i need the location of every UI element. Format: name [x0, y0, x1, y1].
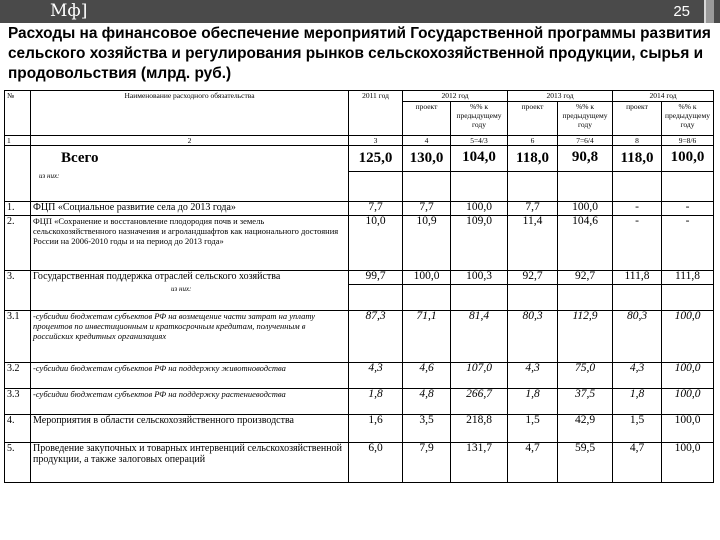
row-value: 107,0	[451, 363, 508, 389]
row-num: 3.3	[5, 389, 31, 415]
colnum: 9=8/6	[662, 136, 714, 146]
page-number: 25	[673, 3, 690, 20]
header-project-2014: проект	[613, 102, 662, 136]
slide-header-bar	[0, 0, 720, 23]
including-label: из них:	[31, 285, 349, 311]
row-value: 87,3	[349, 311, 403, 363]
row-value: -	[662, 202, 714, 216]
total-2013-project: 118,0	[508, 146, 558, 172]
row-name: -субсидии бюджетам субъектов РФ на возмещение части затрат на уплату процентов по инвестиционным и краткосрочным кредитам, полученным в российских кредитных организациях	[31, 311, 349, 363]
row-value: 100,0	[662, 311, 714, 363]
colnum: 4	[403, 136, 451, 146]
row-value: 100,0	[403, 271, 451, 285]
row-value: 104,6	[558, 216, 613, 271]
header-project-2012: проект	[403, 102, 451, 136]
row-value: 80,3	[508, 311, 558, 363]
row-value: 1,6	[349, 415, 403, 443]
row-value: 266,7	[451, 389, 508, 415]
row-value: 71,1	[403, 311, 451, 363]
row-value: 80,3	[613, 311, 662, 363]
header-pct-2014: %% к предыдущему году	[662, 102, 714, 136]
of-which-label: из них:	[31, 172, 349, 202]
row-name: Государственная поддержка отраслей сельского хозяйства	[31, 271, 349, 285]
total-label: Всего	[31, 146, 349, 172]
row-name: Мероприятия в области сельскохозяйственного производства	[31, 415, 349, 443]
row-value: 100,0	[662, 389, 714, 415]
row-value: 1,8	[613, 389, 662, 415]
row-value: 10,9	[403, 216, 451, 271]
header-2014: 2014 год	[613, 91, 714, 102]
row-name: Проведение закупочных и товарных интервенций сельскохозяйственной продукции, а также залоговых операций	[31, 443, 349, 483]
row-value: 59,5	[558, 443, 613, 483]
row-value: 131,7	[451, 443, 508, 483]
table-row	[5, 202, 714, 216]
row-name: ФЦП «Социальное развитие села до 2013 года»	[31, 202, 349, 216]
row-value: 4,7	[508, 443, 558, 483]
row-value: 218,8	[451, 415, 508, 443]
row-value: 109,0	[451, 216, 508, 271]
total-2014-project: 118,0	[613, 146, 662, 172]
row-value: 4,3	[613, 363, 662, 389]
row-value: 1,8	[508, 389, 558, 415]
colnum: 2	[31, 136, 349, 146]
header-num: №	[5, 91, 31, 136]
row-value: 4,3	[349, 363, 403, 389]
row-value: 99,7	[349, 271, 403, 285]
total-2013-pct: 90,8	[558, 146, 613, 172]
row-value: 100,0	[662, 443, 714, 483]
row-value: 4,6	[403, 363, 451, 389]
row-value: 4,3	[508, 363, 558, 389]
row-value: 7,9	[403, 443, 451, 483]
total-row	[5, 146, 714, 172]
colnum: 3	[349, 136, 403, 146]
row-value: 1,8	[349, 389, 403, 415]
colnum: 7=6/4	[558, 136, 613, 146]
row-value: -	[662, 216, 714, 271]
row-value: 100,0	[662, 415, 714, 443]
table-row	[5, 443, 714, 483]
row-value: 100,0	[662, 363, 714, 389]
table-row	[5, 311, 714, 363]
row-value: 1,5	[508, 415, 558, 443]
table-row	[5, 415, 714, 443]
colnum: 5=4/3	[451, 136, 508, 146]
row-value: -	[613, 202, 662, 216]
header-2012: 2012 год	[403, 91, 508, 102]
row-value: 112,9	[558, 311, 613, 363]
table-row	[5, 389, 714, 415]
row-num: 3.	[5, 271, 31, 285]
row-num: 2.	[5, 216, 31, 271]
logo: Мф]	[50, 1, 88, 21]
header-2013: 2013 год	[508, 91, 613, 102]
column-numbers-row	[5, 136, 714, 146]
header-2011: 2011 год	[349, 91, 403, 136]
header-edge-decoration	[704, 0, 714, 23]
row-value: 37,5	[558, 389, 613, 415]
row-value: 7,7	[403, 202, 451, 216]
header-project-2013: проект	[508, 102, 558, 136]
colnum: 6	[508, 136, 558, 146]
row-name: -субсидии бюджетам субъектов РФ на поддержку растениеводства	[31, 389, 349, 415]
table-row	[5, 363, 714, 389]
row-name: ФЦП «Сохранение и восстановление плодородия почв и земель сельскохозяйственного назначения и агроландшафтов как национального достояния России на 2006-2010 годы и на период до 2013 года»	[31, 216, 349, 271]
row-num: 3.2	[5, 363, 31, 389]
total-2012-project: 130,0	[403, 146, 451, 172]
row-value: 4,8	[403, 389, 451, 415]
header-pct-2012: %% к предыдущему году	[451, 102, 508, 136]
slide-title: Расходы на финансовое обеспечение мероприятий Государственной программы развития сельского хозяйства и регулирования рынков сельскохозяйственной продукции, сырья и продовольствия (млрд. руб.)	[8, 25, 711, 82]
header-pct-2013: %% к предыдущему году	[558, 102, 613, 136]
total-2012-pct: 104,0	[451, 146, 508, 172]
row-value: 111,8	[662, 271, 714, 285]
row-value: 92,7	[508, 271, 558, 285]
row-num: 1.	[5, 202, 31, 216]
row-value: 42,9	[558, 415, 613, 443]
row-value: 81,4	[451, 311, 508, 363]
row-value: 3,5	[403, 415, 451, 443]
row-value: 6,0	[349, 443, 403, 483]
row-value: -	[613, 216, 662, 271]
row-value: 100,0	[558, 202, 613, 216]
expenses-table	[4, 90, 714, 483]
row-value: 92,7	[558, 271, 613, 285]
colnum: 1	[5, 136, 31, 146]
row-num: 4.	[5, 415, 31, 443]
table-row	[5, 271, 714, 285]
row-value: 75,0	[558, 363, 613, 389]
row-value: 7,7	[508, 202, 558, 216]
row-value: 11,4	[508, 216, 558, 271]
total-2011: 125,0	[349, 146, 403, 172]
total-2014-pct: 100,0	[662, 146, 714, 172]
header-name: Наименование расходного обязательства	[31, 91, 349, 136]
row-num: 5.	[5, 443, 31, 483]
row-num: 3.1	[5, 311, 31, 363]
row-value: 10,0	[349, 216, 403, 271]
table-row	[5, 216, 714, 271]
row-value: 1,5	[613, 415, 662, 443]
row-value: 100,0	[451, 202, 508, 216]
row-value: 7,7	[349, 202, 403, 216]
colnum: 8	[613, 136, 662, 146]
row-value: 111,8	[613, 271, 662, 285]
row-value: 100,3	[451, 271, 508, 285]
row-name: -субсидии бюджетам субъектов РФ на поддержку животноводства	[31, 363, 349, 389]
row-value: 4,7	[613, 443, 662, 483]
